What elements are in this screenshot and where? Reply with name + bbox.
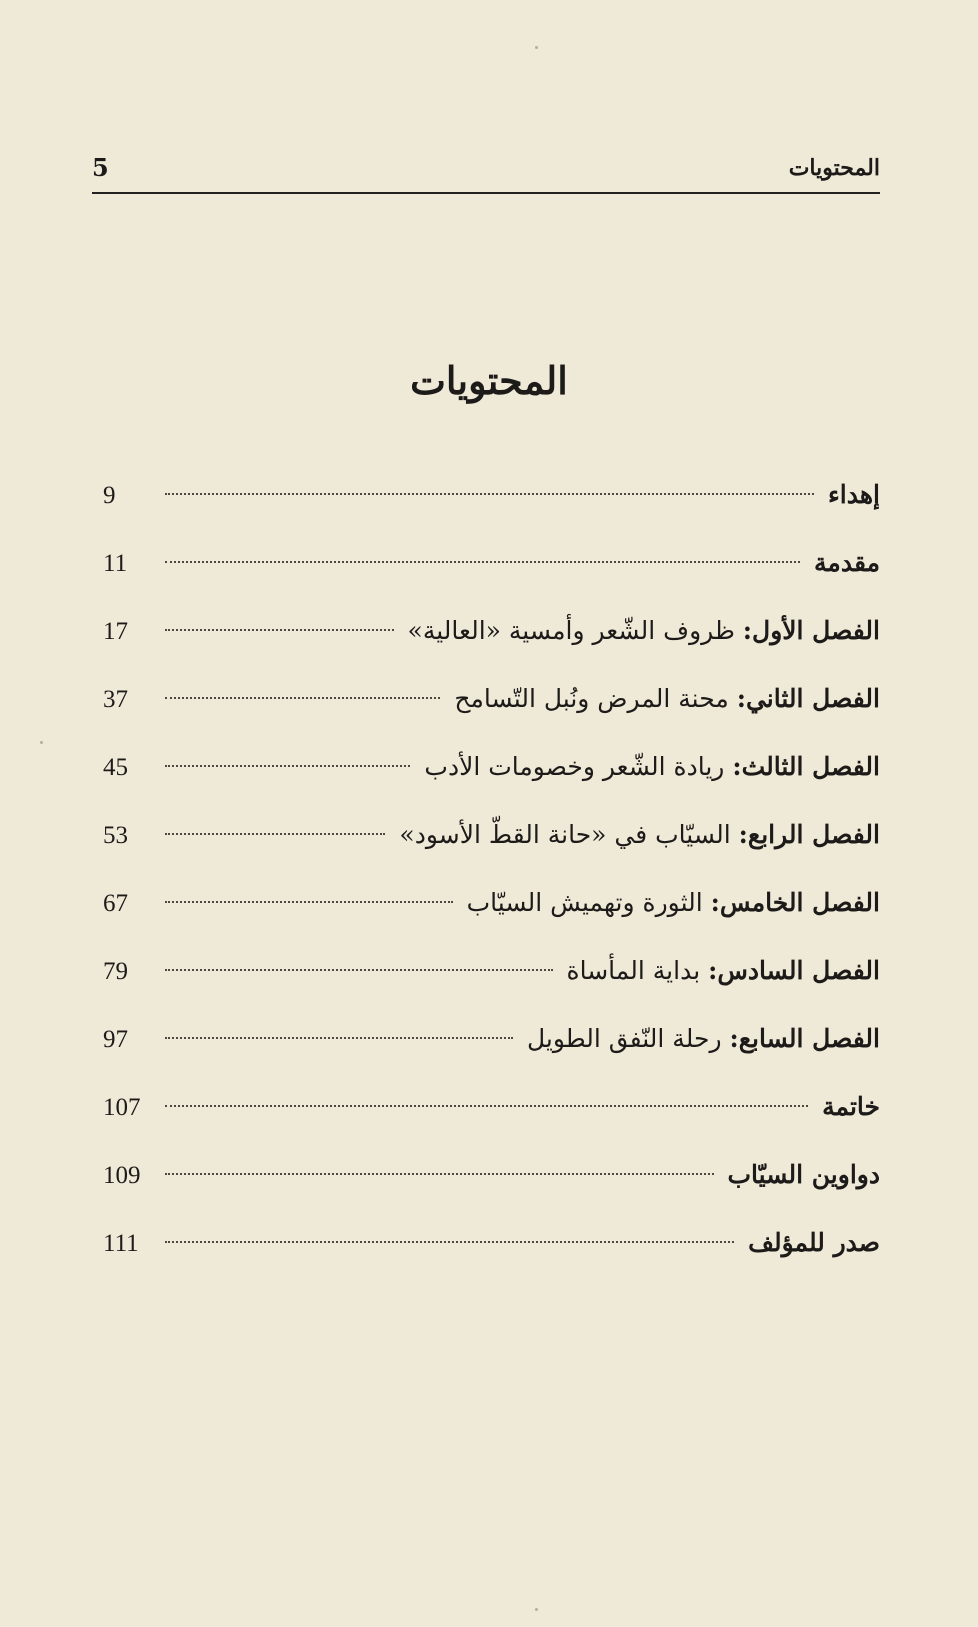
toc-row-author-publications[interactable] xyxy=(103,1226,880,1294)
toc-leader-dots xyxy=(165,1173,714,1175)
toc-leader-dots xyxy=(165,765,410,767)
table-of-contents xyxy=(103,478,880,1294)
toc-page-number: 9 xyxy=(103,482,116,509)
toc-chapter-label: الفصل الثاني: xyxy=(736,684,880,713)
toc-page-number: 111 xyxy=(103,1230,139,1257)
toc-chapter-label: الفصل السابع: xyxy=(729,1024,880,1053)
toc-page-number: 97 xyxy=(103,1026,128,1053)
toc-leader-dots xyxy=(165,969,553,971)
toc-entry-title: مقدمة xyxy=(814,548,880,577)
toc-leader-dots xyxy=(165,1241,734,1243)
toc-chapter-title: ظروف الشّعر وأمسية «العالية» xyxy=(407,616,735,645)
toc-chapter-label: الفصل الخامس: xyxy=(710,888,880,917)
toc-chapter-title: الثورة وتهميش السيّاب xyxy=(466,888,703,917)
toc-chapter-title: محنة المرض ونُبل التّسامح xyxy=(454,684,729,713)
toc-row-chapter-3[interactable] xyxy=(103,750,880,818)
toc-leader-dots xyxy=(165,1105,808,1107)
running-header-title: المحتويات xyxy=(788,155,880,181)
toc-entry-label xyxy=(828,478,880,512)
toc-row-conclusion[interactable] xyxy=(103,1090,880,1158)
toc-chapter-title: بداية المأساة xyxy=(566,956,701,985)
toc-page-number: 17 xyxy=(103,618,128,645)
toc-entry-title: صدر للمؤلف xyxy=(748,1228,880,1257)
toc-chapter-title: السيّاب في «حانة القطّ الأسود» xyxy=(399,820,731,849)
toc-entry-label xyxy=(424,750,880,784)
toc-entry-title: إهداء xyxy=(828,480,880,509)
toc-leader-dots xyxy=(165,833,385,835)
toc-row-chapter-6[interactable] xyxy=(103,954,880,1022)
toc-leader-dots xyxy=(165,1037,513,1039)
toc-page-number: 45 xyxy=(103,754,128,781)
running-header xyxy=(92,152,880,194)
toc-page-number: 11 xyxy=(103,550,128,577)
toc-row-dedication[interactable] xyxy=(103,478,880,546)
toc-leader-dots xyxy=(165,697,440,699)
toc-page-number: 67 xyxy=(103,890,128,917)
toc-entry-label xyxy=(728,1158,880,1192)
toc-row-chapter-7[interactable] xyxy=(103,1022,880,1090)
paper-speck xyxy=(535,1608,538,1611)
toc-entry-label xyxy=(748,1226,880,1260)
toc-chapter-title: ريادة الشّعر وخصومات الأدب xyxy=(424,752,725,781)
toc-entry-label xyxy=(822,1090,880,1124)
toc-chapter-label: الفصل الرابع: xyxy=(738,820,880,849)
toc-entry-title: خاتمة xyxy=(822,1092,880,1121)
toc-entry-label xyxy=(454,682,880,716)
toc-leader-dots xyxy=(165,901,453,903)
toc-page-number: 107 xyxy=(103,1094,141,1121)
page-number: 5 xyxy=(92,153,109,182)
toc-row-introduction[interactable] xyxy=(103,546,880,614)
toc-page-number: 37 xyxy=(103,686,128,713)
toc-row-chapter-4[interactable] xyxy=(103,818,880,886)
toc-entry-title: دواوين السيّاب xyxy=(727,1160,880,1189)
toc-row-sayyab-collections[interactable] xyxy=(103,1158,880,1226)
toc-row-chapter-2[interactable] xyxy=(103,682,880,750)
paper-speck xyxy=(40,741,43,744)
toc-entry-label xyxy=(814,546,880,580)
toc-leader-dots xyxy=(165,493,814,495)
toc-page-number: 53 xyxy=(103,822,128,849)
paper-speck xyxy=(535,46,538,49)
toc-entry-label xyxy=(567,954,880,988)
toc-chapter-label: الفصل الثالث: xyxy=(732,752,880,781)
toc-chapter-label: الفصل السادس: xyxy=(708,956,880,985)
header-divider xyxy=(92,192,880,194)
toc-entry-label xyxy=(408,614,880,648)
toc-page-number: 109 xyxy=(103,1162,141,1189)
page-title: المحتويات xyxy=(410,358,568,404)
toc-row-chapter-5[interactable] xyxy=(103,886,880,954)
toc-page-number: 79 xyxy=(103,958,128,985)
toc-chapter-label: الفصل الأول: xyxy=(742,616,880,645)
toc-leader-dots xyxy=(165,629,394,631)
toc-leader-dots xyxy=(165,561,800,563)
toc-chapter-title: رحلة النّفق الطويل xyxy=(526,1024,722,1053)
toc-row-chapter-1[interactable] xyxy=(103,614,880,682)
toc-entry-label xyxy=(467,886,880,920)
toc-entry-label xyxy=(527,1022,880,1056)
toc-entry-label xyxy=(399,818,880,852)
